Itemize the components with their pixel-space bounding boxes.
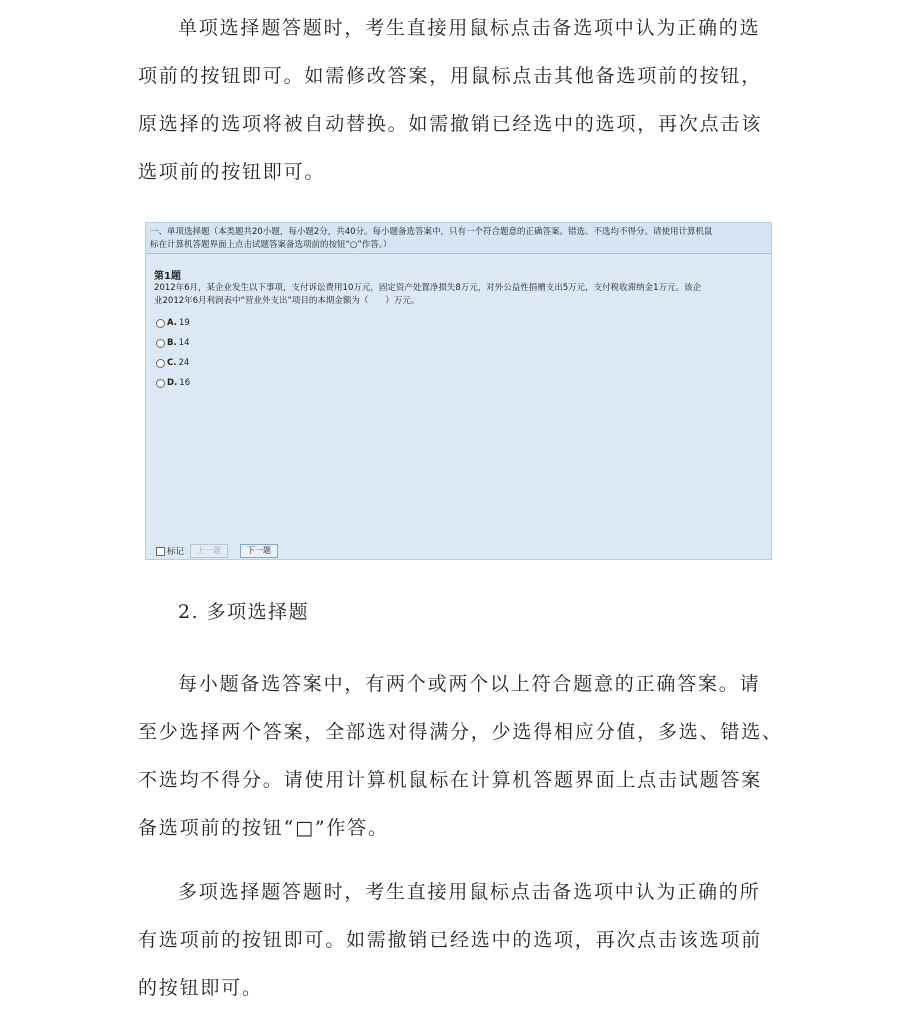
prev-question-button[interactable]: 上一题 bbox=[190, 544, 228, 558]
option-b[interactable] bbox=[156, 338, 190, 348]
text-line: 不选均不得分。请使用计算机鼠标在计算机答题界面上点击试题答案 bbox=[138, 769, 763, 791]
text-line: 单项选择题答题时，考生直接用鼠标点击备选项中认为正确的选 bbox=[178, 17, 761, 39]
mark-toggle[interactable] bbox=[156, 545, 184, 557]
exam-footer bbox=[156, 544, 278, 558]
multi-choice-rules-paragraph bbox=[138, 660, 783, 852]
option-c[interactable] bbox=[156, 358, 189, 368]
radio-icon[interactable] bbox=[156, 339, 165, 348]
text-line: 的按钮即可。 bbox=[138, 977, 263, 999]
option-letter: D. bbox=[167, 378, 178, 388]
text-line: 至少选择两个答案，全部选对得满分，少选得相应分值，多选、错选、 bbox=[138, 721, 783, 743]
checkbox-icon[interactable] bbox=[156, 547, 165, 556]
section-heading: 2. 多项选择题 bbox=[178, 601, 310, 623]
mark-label: 标记 bbox=[167, 547, 185, 557]
exam-instructions bbox=[146, 223, 771, 254]
intro-paragraph bbox=[138, 4, 778, 196]
text-line: 原选择的选项将被自动替换。如需撤销已经选中的选项，再次点击该 bbox=[138, 113, 763, 135]
option-value: 24 bbox=[178, 358, 190, 368]
text-line: 每小题备选答案中，有两个或两个以上符合题意的正确答案。请 bbox=[178, 673, 761, 695]
instruction-line: 标在计算机答题界面上点击试题答案备选项前的按钮“○”作答。） bbox=[150, 240, 392, 250]
text-line: 选项前的按钮即可。 bbox=[138, 161, 326, 183]
question-line: 2012年6月，某企业发生以下事项，支付诉讼费用10万元，固定资产处置净损失8万元，对外公益性捐赠支出5万元，支付税收滞纳金1万元。该企 bbox=[154, 283, 702, 293]
option-value: 19 bbox=[178, 318, 190, 328]
text-line: 多项选择题答题时，考生直接用鼠标点击备选项中认为正确的所 bbox=[178, 881, 761, 903]
question-title: 第1题 bbox=[154, 271, 181, 282]
option-letter: B. bbox=[167, 338, 177, 348]
question-line: 业2012年6月利润表中“营业外支出”项目的本期金额为（ ）万元。 bbox=[154, 296, 420, 306]
option-value: 16 bbox=[179, 378, 191, 388]
text-line: 备选项前的按钮“□”作答。 bbox=[138, 817, 389, 839]
radio-icon[interactable] bbox=[156, 319, 165, 328]
instruction-line: 一、单项选择题（本类题共20小题，每小题2分，共40分。每小题备选答案中，只有一个符合题意的正确答案。错选、不选均不得分。请使用计算机鼠 bbox=[150, 227, 713, 237]
option-value: 14 bbox=[178, 338, 190, 348]
option-letter: C. bbox=[167, 358, 177, 368]
option-letter: A. bbox=[167, 318, 177, 328]
radio-icon[interactable] bbox=[156, 379, 165, 388]
option-d[interactable] bbox=[156, 378, 190, 388]
next-question-button[interactable]: 下一题 bbox=[240, 544, 278, 558]
text-line: 有选项前的按钮即可。如需撤销已经选中的选项，再次点击该选项前 bbox=[138, 929, 763, 951]
exam-screenshot-panel bbox=[145, 222, 772, 560]
radio-icon[interactable] bbox=[156, 359, 165, 368]
option-a[interactable] bbox=[156, 318, 190, 328]
multi-choice-answer-paragraph bbox=[138, 868, 778, 1012]
text-line: 项前的按钮即可。如需修改答案，用鼠标点击其他备选项前的按钮， bbox=[138, 65, 763, 87]
question-text bbox=[154, 282, 701, 308]
